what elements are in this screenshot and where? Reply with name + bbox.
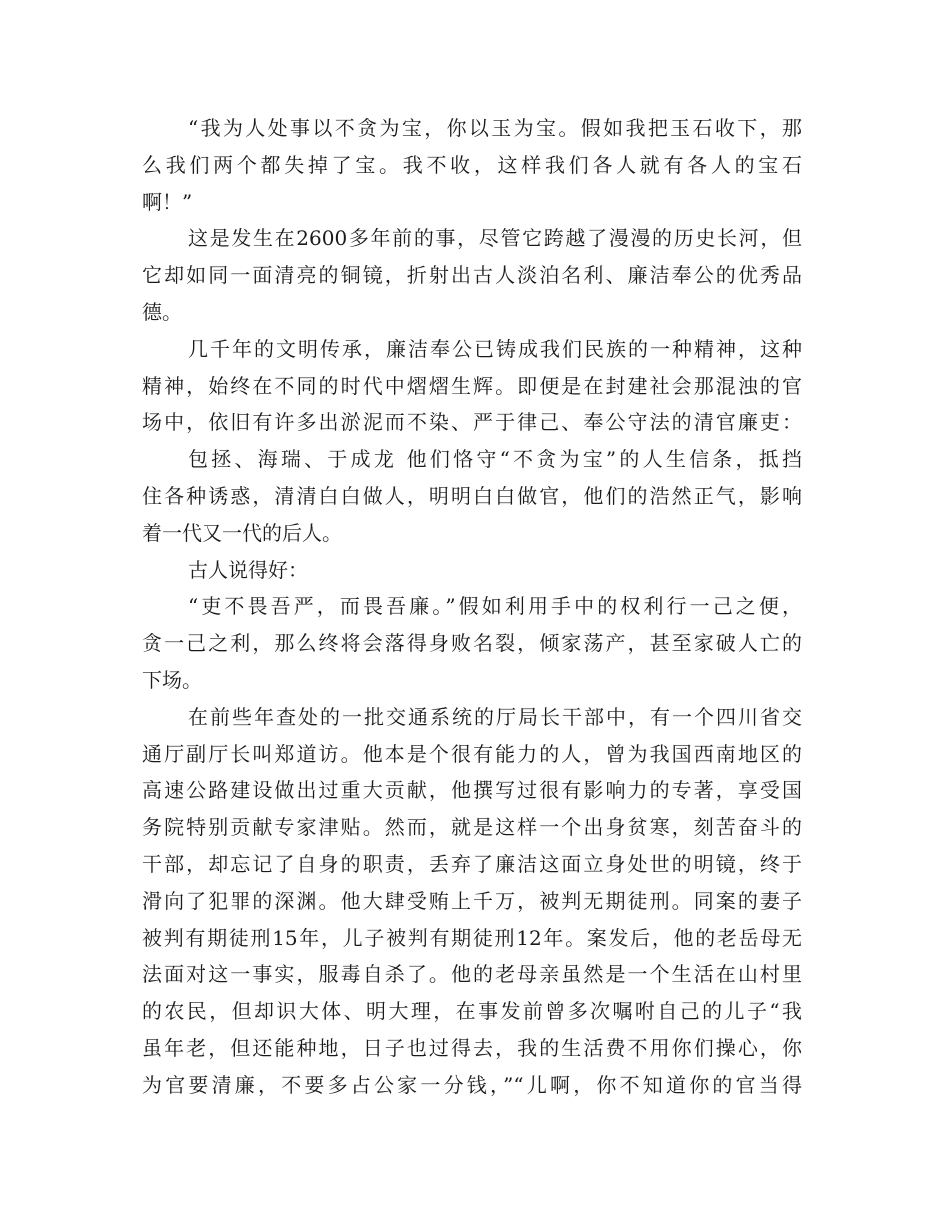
text-line: 贪一己之利，那么终将会落得身败名裂，倾家荡产，甚至家破人亡的 — [142, 631, 802, 656]
text-line: 被判有期徒刑15年，儿子被判有期徒刑12年。案发后，他的老岳母无 — [142, 925, 802, 950]
text-line: 着一代又一代的后人。 — [142, 520, 342, 545]
text-line: 虽年老，但还能种地，日子也过得去，我的生活费不用你们操心，你 — [142, 1035, 802, 1060]
text-line: “吏不畏吾严，而畏吾廉。”假如利用手中的权利行一己之便， — [188, 594, 802, 619]
text-line: 么我们两个都失掉了宝。我不收，这样我们各人就有各人的宝石 — [142, 152, 802, 177]
text-line: 场中，依旧有许多出淤泥而不染、严于律己、奉公守法的清官廉吏： — [142, 410, 802, 435]
text-line: 干部，却忘记了自身的职责，丢弃了廉洁这面立身处世的明镜，终于 — [142, 851, 802, 876]
body-text — [142, 110, 802, 1104]
text-line: 为官要清廉，不要多占公家一分钱，”“儿啊，你不知道你的官当得 — [142, 1072, 802, 1097]
text-line: 在前些年查处的一批交通系统的厅局长干部中，有一个四川省交 — [188, 704, 802, 729]
text-line: “我为人处事以不贪为宝，你以玉为宝。假如我把玉石收下，那 — [188, 116, 802, 140]
text-line: 住各种诱惑，清清白白做人，明明白白做官，他们的浩然正气，影响 — [142, 483, 802, 508]
text-line: 法面对这一事实，服毒自杀了。他的老母亲虽然是一个生活在山村里 — [142, 962, 802, 987]
text-line: 高速公路建设做出过重大贡献，他撰写过很有影响力的专著，享受国 — [142, 778, 802, 803]
text-line: 几千年的文明传承，廉洁奉公已铸成我们民族的一种精神，这种 — [188, 336, 802, 361]
text-line: 这是发生在2600多年前的事，尽管它跨越了漫漫的历史长河，但 — [188, 226, 802, 251]
text-line: 德。 — [142, 299, 182, 324]
text-line: 务院特别贡献专家津贴。然而，就是这样一个出身贫寒，刻苦奋斗的 — [142, 815, 802, 840]
text-line: 下场。 — [142, 667, 202, 692]
text-line: 包拯、海瑞、于成龙 他们恪守“不贪为宝”的人生信条，抵挡 — [188, 447, 802, 472]
text-line: 的农民，但却识大体、明大理，在事发前曾多次嘱咐自己的儿子“我 — [142, 999, 802, 1024]
text-line: 它却如同一面清亮的铜镜，折射出古人淡泊名利、廉洁奉公的优秀品 — [142, 263, 802, 288]
text-line: 啊！” — [142, 189, 193, 214]
text-line: 精神，始终在不同的时代中熠熠生辉。即便是在封建社会那混浊的官 — [142, 373, 802, 398]
text-line: 滑向了犯罪的深渊。他大肆受贿上千万，被判无期徒刑。同案的妻子 — [142, 888, 802, 913]
text-line: 通厅副厅长叫郑道访。他本是个很有能力的人，曾为我国西南地区的 — [142, 741, 802, 766]
text-line: 古人说得好： — [188, 557, 308, 582]
